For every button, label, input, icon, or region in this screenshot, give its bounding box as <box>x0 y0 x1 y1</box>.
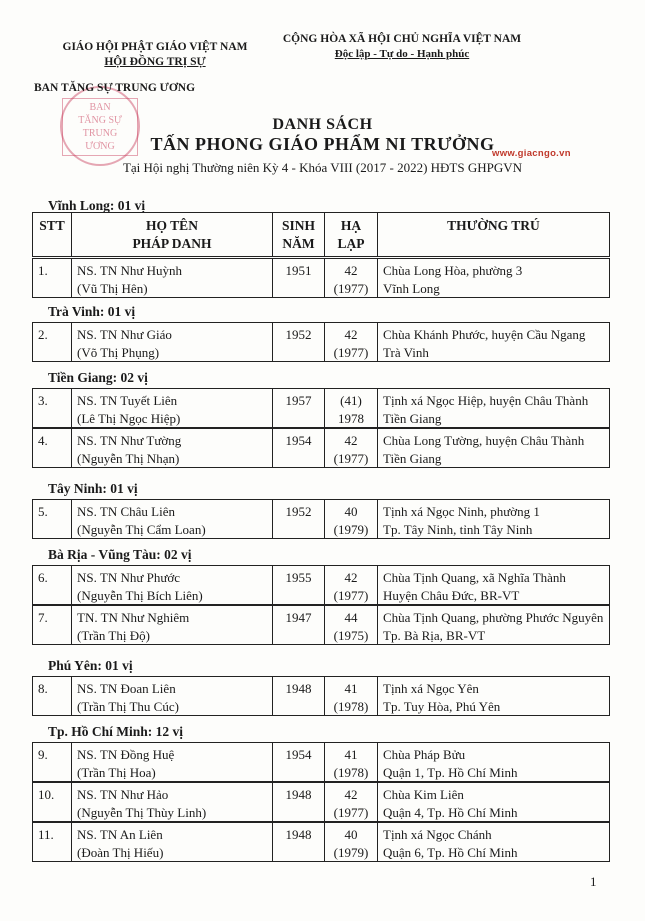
residence-line2: Tp. Tây Ninh, tỉnh Tây Ninh <box>383 522 533 537</box>
table-row <box>32 742 610 782</box>
residence-line1: Chùa Tịnh Quang, xã Nghĩa Thành <box>383 570 566 585</box>
lay-name: (Đoàn Thị Hiếu) <box>77 845 164 860</box>
ha-lap-cell <box>325 783 378 821</box>
residence-cell <box>378 389 609 427</box>
header-ha-line1: HẠ <box>340 218 362 233</box>
ha-lap-year: (1979) <box>333 845 369 860</box>
birth-year: 1952 <box>273 323 325 361</box>
document-subject: TẤN PHONG GIÁO PHẨM NI TRƯỞNG <box>150 134 495 154</box>
table-row <box>32 499 610 539</box>
lay-name: (Vũ Thị Hên) <box>77 281 148 296</box>
dharma-name: NS. TN Như Phước <box>77 570 181 585</box>
residence-line1: Tịnh xá Ngọc Ninh, phường 1 <box>383 504 540 519</box>
row-name-cell <box>72 743 273 781</box>
province-heading: Tây Ninh: 01 vị <box>48 481 138 496</box>
header-ha-lap <box>325 213 378 256</box>
page-number: 1 <box>590 874 597 889</box>
residence-cell <box>378 429 609 467</box>
header-birth-line1: SINH <box>281 218 315 233</box>
ha-lap-cell <box>325 606 378 644</box>
row-stt: 9. <box>33 743 72 781</box>
residence-cell <box>378 323 609 361</box>
dharma-name: NS. TN An Liên <box>77 827 163 842</box>
header-name-line1: HỌ TÊN <box>146 218 198 233</box>
residence-cell <box>378 743 609 781</box>
ha-lap-year: (1978) <box>333 765 369 780</box>
table-row <box>32 565 610 605</box>
ha-lap-count: 40 <box>344 827 358 842</box>
residence-line2: Tp. Bà Rịa, BR-VT <box>383 628 486 643</box>
nation-header <box>262 32 542 62</box>
birth-year: 1954 <box>273 743 325 781</box>
organization-header <box>40 40 270 70</box>
residence-line1: Tịnh xá Ngọc Hiệp, huyện Châu Thành <box>383 393 589 408</box>
residence-line2: Quận 6, Tp. Hồ Chí Minh <box>383 845 518 860</box>
website-watermark: www.giacngo.vn <box>492 148 571 159</box>
row-stt: 10. <box>33 783 72 821</box>
table-row <box>32 428 610 468</box>
residence-line2: Quận 4, Tp. Hồ Chí Minh <box>383 805 518 820</box>
table-row <box>32 322 610 362</box>
row-name-cell <box>72 429 273 467</box>
ha-lap-year: (1979) <box>333 522 369 537</box>
ha-lap-count: 41 <box>344 681 358 696</box>
lay-name: (Nguyễn Thị Nhạn) <box>77 451 180 466</box>
birth-year: 1954 <box>273 429 325 467</box>
document-title: DANH SÁCH <box>272 116 373 133</box>
row-stt: 6. <box>33 566 72 604</box>
header-ha-line2: LẠP <box>337 236 365 251</box>
dharma-name: NS. TN Như Giáo <box>77 327 172 342</box>
residence-cell <box>378 500 609 538</box>
dharma-name: NS. TN Đồng Huệ <box>77 747 175 762</box>
ha-lap-year: (1977) <box>333 805 369 820</box>
row-stt: 11. <box>33 823 72 861</box>
ha-lap-count: 42 <box>344 433 358 448</box>
ha-lap-count: 42 <box>344 570 358 585</box>
row-name-cell <box>72 500 273 538</box>
ha-lap-count: 41 <box>344 747 358 762</box>
birth-year: 1955 <box>273 566 325 604</box>
table-header <box>32 212 610 257</box>
dharma-name: NS. TN Như Huỳnh <box>77 263 183 278</box>
residence-line2: Tp. Tuy Hòa, Phú Yên <box>383 699 501 714</box>
header-name <box>72 213 273 256</box>
residence-line1: Chùa Pháp Bửu <box>383 747 466 762</box>
row-name-cell <box>72 323 273 361</box>
row-name-cell <box>72 606 273 644</box>
lay-name: (Trần Thị Hoa) <box>77 765 156 780</box>
row-stt: 7. <box>33 606 72 644</box>
table-row <box>32 822 610 862</box>
lay-name: (Nguyễn Thị Bích Liên) <box>77 588 203 603</box>
birth-year: 1948 <box>273 677 325 715</box>
header-birth <box>273 213 325 256</box>
header-birth-line2: NĂM <box>282 236 315 251</box>
residence-cell <box>378 259 609 297</box>
residence-line2: Vĩnh Long <box>383 281 440 296</box>
council-name: HỘI ĐỒNG TRỊ SỰ <box>104 56 206 68</box>
ha-lap-cell <box>325 823 378 861</box>
ha-lap-year: (1977) <box>333 345 369 360</box>
row-stt: 3. <box>33 389 72 427</box>
row-stt: 2. <box>33 323 72 361</box>
province-heading: Phú Yên: 01 vị <box>48 658 133 673</box>
ha-lap-count: 42 <box>344 787 358 802</box>
residence-line2: Quận 1, Tp. Hồ Chí Minh <box>383 765 518 780</box>
ha-lap-count: (41) <box>340 393 362 408</box>
table-row <box>32 388 610 428</box>
row-stt: 8. <box>33 677 72 715</box>
birth-year: 1947 <box>273 606 325 644</box>
residence-cell <box>378 677 609 715</box>
row-name-cell <box>72 783 273 821</box>
nation-motto: Độc lập - Tự do - Hạnh phúc <box>334 48 470 60</box>
residence-line2: Tiền Giang <box>383 411 442 426</box>
row-stt: 4. <box>33 429 72 467</box>
row-name-cell <box>72 677 273 715</box>
ha-lap-cell <box>325 566 378 604</box>
ha-lap-year: (1977) <box>333 451 369 466</box>
ha-lap-cell <box>325 743 378 781</box>
ha-lap-cell <box>325 323 378 361</box>
province-heading: Vĩnh Long: 01 vị <box>48 198 146 213</box>
official-seal: BAN TĂNG SỰ TRUNG ƯƠNG <box>60 86 140 166</box>
row-name-cell <box>72 823 273 861</box>
province-heading: Bà Rịa - Vũng Tàu: 02 vị <box>48 547 192 562</box>
ha-lap-cell <box>325 677 378 715</box>
birth-year: 1957 <box>273 389 325 427</box>
table-row <box>32 605 610 645</box>
lay-name: (Lê Thị Ngọc Hiệp) <box>77 411 181 426</box>
document-subtitle: Tại Hội nghị Thường niên Kỳ 4 - Khóa VIII (2017 - 2022) HĐTS GHPGVN <box>122 160 523 175</box>
residence-line1: Chùa Tịnh Quang, phường Phước Nguyên <box>383 610 604 625</box>
birth-year: 1948 <box>273 783 325 821</box>
residence-line2: Tiền Giang <box>383 451 442 466</box>
dharma-name: NS. TN Tuyết Liên <box>77 393 178 408</box>
row-name-cell <box>72 566 273 604</box>
birth-year: 1951 <box>273 259 325 297</box>
dharma-name: TN. TN Như Nghiêm <box>77 610 190 625</box>
residence-line1: Chùa Kim Liên <box>383 787 464 802</box>
dharma-name: NS. TN Như Hảo <box>77 787 169 802</box>
row-name-cell <box>72 259 273 297</box>
residence-line2: Huyện Châu Đức, BR-VT <box>383 588 520 603</box>
ha-lap-count: 44 <box>344 610 358 625</box>
ha-lap-cell <box>325 429 378 467</box>
ha-lap-count: 42 <box>344 263 358 278</box>
ha-lap-year: (1975) <box>333 628 369 643</box>
ha-lap-count: 42 <box>344 327 358 342</box>
ha-lap-cell <box>325 500 378 538</box>
province-heading: Tiền Giang: 02 vị <box>48 370 148 385</box>
province-heading: Trà Vinh: 01 vị <box>48 304 136 319</box>
lay-name: (Trần Thị Thu Cúc) <box>77 699 179 714</box>
ha-lap-year: (1977) <box>333 281 369 296</box>
ha-lap-cell <box>325 259 378 297</box>
residence-cell <box>378 606 609 644</box>
residence-line1: Tịnh xá Ngọc Yên <box>383 681 479 696</box>
ha-lap-year: (1977) <box>333 588 369 603</box>
ha-lap-year: 1978 <box>338 411 364 426</box>
table-row <box>32 782 610 822</box>
header-stt: STT <box>33 213 72 256</box>
lay-name: (Trần Thị Độ) <box>77 628 150 643</box>
lay-name: (Nguyễn Thị Thùy Linh) <box>77 805 207 820</box>
dharma-name: NS. TN Đoan Liên <box>77 681 176 696</box>
birth-year: 1952 <box>273 500 325 538</box>
org-name: GIÁO HỘI PHẬT GIÁO VIỆT NAM <box>62 41 248 53</box>
ha-lap-year: (1978) <box>333 699 369 714</box>
lay-name: (Võ Thị Phụng) <box>77 345 160 360</box>
table-row <box>32 676 610 716</box>
residence-line1: Chùa Long Tường, huyện Châu Thành <box>383 433 585 448</box>
dharma-name: NS. TN Như Tường <box>77 433 182 448</box>
birth-year: 1948 <box>273 823 325 861</box>
nation-name: CỘNG HÒA XÃ HỘI CHỦ NGHĨA VIỆT NAM <box>282 33 522 45</box>
residence-cell <box>378 823 609 861</box>
residence-line1: Chùa Long Hòa, phường 3 <box>383 263 523 278</box>
committee-name: BAN TĂNG SỰ TRUNG ƯƠNG <box>34 82 196 94</box>
ha-lap-cell <box>325 389 378 427</box>
residence-line1: Chùa Khánh Phước, huyện Cầu Ngang <box>383 327 586 342</box>
table-row <box>32 258 610 298</box>
row-name-cell <box>72 389 273 427</box>
row-stt: 5. <box>33 500 72 538</box>
residence-line2: Trà Vinh <box>383 345 429 360</box>
residence-cell <box>378 566 609 604</box>
header-name-line2: PHÁP DANH <box>132 236 212 251</box>
lay-name: (Nguyễn Thị Cẩm Loan) <box>77 522 206 537</box>
ha-lap-count: 40 <box>344 504 358 519</box>
residence-cell <box>378 783 609 821</box>
header-residence: THƯỜNG TRÚ <box>447 218 540 233</box>
row-stt: 1. <box>33 259 72 297</box>
dharma-name: NS. TN Châu Liên <box>77 504 175 519</box>
residence-line1: Tịnh xá Ngọc Chánh <box>383 827 492 842</box>
province-heading: Tp. Hồ Chí Minh: 12 vị <box>48 724 184 739</box>
